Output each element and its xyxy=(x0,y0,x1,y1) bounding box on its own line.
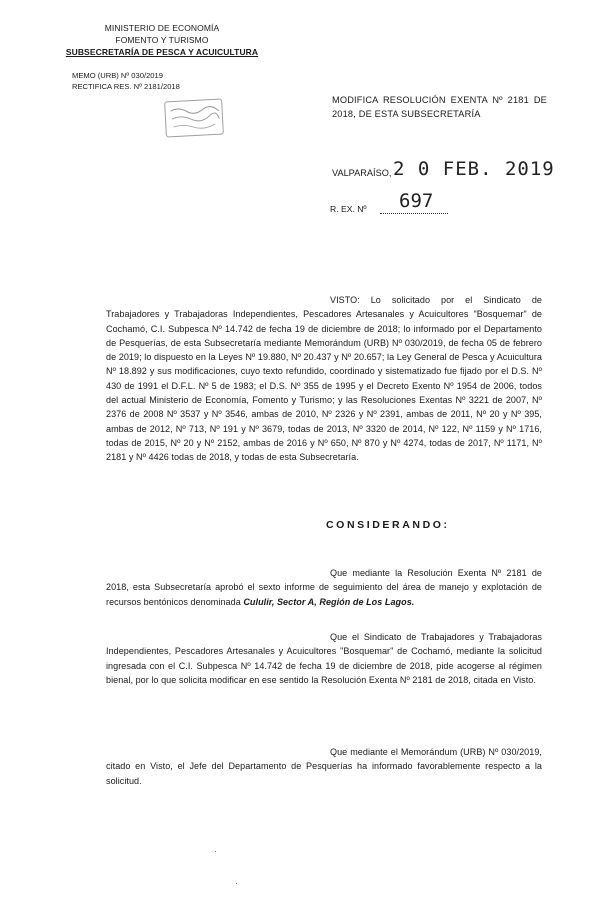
place-label: VALPARAÍSO, xyxy=(332,168,392,178)
p1-area-name: Cululir, Sector A, Región de Los Lagos. xyxy=(243,596,415,607)
considerando-heading: CONSIDERANDO: xyxy=(326,519,450,531)
memo-reference xyxy=(72,70,180,92)
visto-paragraph: VISTO: Lo solicitado por el Sindicato de Trabajadores y Trabajadoras Independientes, Pescadores Artesanales y Acuicultores "Bosquemar" de Cochamó, C.I. Subpesca Nº 14.742 de fecha 19 de diciembre de 2018; lo informado por el Departamento de Pesquerías, de esta Subsecretaría mediante Memorándum (URB) Nº 030/2019, de fecha 05 de febrero de 2019; lo dispuesto en la Leyes Nº 19.880, Nº 20.437 y Nº 20.657; la Ley General de Pesca y Acuicultura Nº 18.892 y sus modificaciones, cuyo texto refundido, coordinado y sistematizado fue fijado por el D.S. Nº 430 de 1991 el D.F.L. Nº 5 de 1983; el D.S. Nº 355 de 1995 y el Decreto Exento Nº 1954 de 2006, todos del actual Ministerio de Economía, Fomento y Turismo; y las Resoluciones Exentas Nº 3221 de 2007, Nº 2376 de 2008 Nº 3537 y Nº 3546, ambas de 2010, Nº 2326 y Nº 2391, ambas de 2011, Nº 20 y Nº 395, ambas de 2012, Nº 713, Nº 191 y Nº 3679, todas de 2013, Nº 3320 de 2014, Nº 122, Nº 1159 y Nº 1716, todas de 2015, Nº 20 y Nº 2152, ambas de 2016 y Nº 650, Nº 870 y Nº 4274, todas de 2017, Nº 1171, Nº 2181 y Nº 4426 todas de 2018, y todas de esta Subsecretaría. xyxy=(106,295,542,463)
memo-number: MEMO (URB) Nº 030/2019 xyxy=(72,71,163,80)
rex-underline xyxy=(380,213,448,214)
scan-speck xyxy=(215,851,216,852)
office-stamp xyxy=(164,99,224,138)
subsecretaria-name: SUBSECRETARÍA DE PESCA Y ACUICULTURA xyxy=(65,47,259,57)
resolution-date: 2 0 FEB. 2019 xyxy=(393,158,555,180)
ministry-name-2: FOMENTO Y TURISMO xyxy=(115,35,209,45)
scan-speck xyxy=(236,883,237,884)
stamp-scribble-icon xyxy=(168,103,221,134)
ministry-name: MINISTERIO DE ECONOMÍA xyxy=(104,23,220,33)
rectifica-number: RECTIFICA RES. Nº 2181/2018 xyxy=(72,82,180,91)
rex-label: R. EX. Nº xyxy=(330,204,367,214)
resolution-subject: MODIFICA RESOLUCIÓN EXENTA Nº 2181 DE 2018, DE ESTA SUBSECRETARÍA xyxy=(332,95,547,119)
rex-number: 697 xyxy=(399,190,434,212)
considerando-paragraph-2: Que el Sindicato de Trabajadores y Trabajadoras Independientes, Pescadores Artesanales y Acuicultores "Bosquemar" de Cochamó, mediante la solicitud ingresada con el C.I. Subpesca Nº 14.742 de fecha 19 de diciembre de 2018, pide acogerse al régimen bienal, por lo que solicita modificar en ese sentido la Resolución Exenta Nº 2181 de 2018, citada en Visto. xyxy=(106,632,542,685)
ministry-header xyxy=(62,22,262,58)
considerando-paragraph-3: Que mediante el Memorándum (URB) Nº 030/2019, citado en Visto, el Jefe del Departamento de Pesquerías ha informado favorablemente respecto a la solicitud. xyxy=(106,747,542,786)
p1-text: Que mediante la Resolución Exenta Nº 2181 de 2018, esta Subsecretaría aprobó el sexto informe de seguimiento del área de manejo y explotación de recursos bentónicos denominada xyxy=(106,568,542,607)
considerando-paragraph-1 xyxy=(106,566,542,609)
